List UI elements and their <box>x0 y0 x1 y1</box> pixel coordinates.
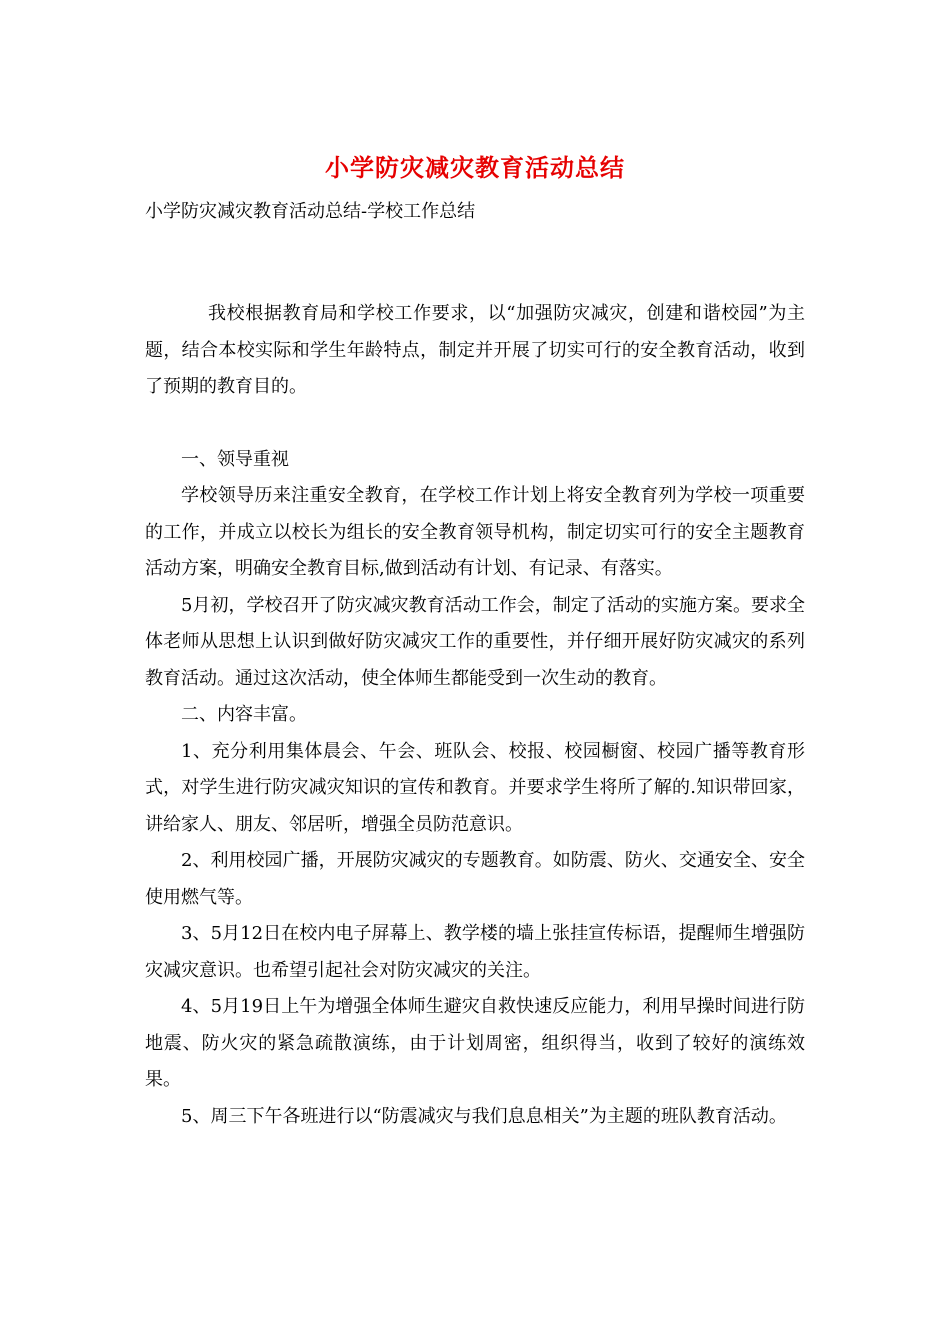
section-heading-leadership: 一、领导重视 <box>181 448 289 470</box>
list-item-2: 2、利用校园广播，开展防灾减灾的专题教育。如防震、防火、交通安全、安全使用燃气等。 <box>145 850 805 908</box>
paragraph-leadership: 学校领导历来注重安全教育，在学校工作计划上将安全教育列为学校一项重要的工作，并成立以校长为组长的安全教育领导机构，制定切实可行的安全主题教育活动方案，明确安全教育目标,做到活动有计划、有记录、有落实。 <box>145 485 805 579</box>
document-subtitle: 小学防灾减灾教育活动总结-学校工作总结 <box>145 201 476 222</box>
list-item-5: 5、周三下午各班进行以“防震减灾与我们息息相关”为主题的班队教育活动。 <box>181 1105 787 1127</box>
paragraph-may-meeting: 5月初，学校召开了防灾减灾教育活动工作会，制定了活动的实施方案。要求全体老师从思想上认识到做好防灾减灾工作的重要性，并仔细开展好防灾减灾的系列教育活动。通过这次活动，使全体师生都能受到一次生动的教育。 <box>145 594 805 689</box>
document-body <box>145 296 805 1135</box>
list-item-1: 1、充分利用集体晨会、午会、班队会、校报、校园橱窗、校园广播等教育形式，对学生进行防灾减灾知识的宣传和教育。并要求学生将所了解的.知识带回家，讲给家人、朋友、邻居听，增强全员防范意识。 <box>145 740 805 835</box>
list-item-4: 4、5月19日上午为增强全体师生避灾自救快速反应能力，利用早操时间进行防地震、防火灾的紧急疏散演练，由于计划周密，组织得当，收到了较好的演练效果。 <box>145 996 805 1090</box>
list-item-3: 3、5月12日在校内电子屏幕上、教学楼的墙上张挂宣传标语，提醒师生增强防灾减灾意识。也希望引起社会对防灾减灾的关注。 <box>145 923 805 981</box>
document-title: 小学防灾减灾教育活动总结 <box>325 153 625 182</box>
section-heading-content: 二、内容丰富。 <box>181 704 307 725</box>
paragraph-intro: 我校根据教育局和学校工作要求，以“加强防灾减灾，创建和谐校园”为主题，结合本校实际和学生年龄特点，制定并开展了切实可行的安全教育活动，收到了预期的教育目的。 <box>145 303 805 397</box>
